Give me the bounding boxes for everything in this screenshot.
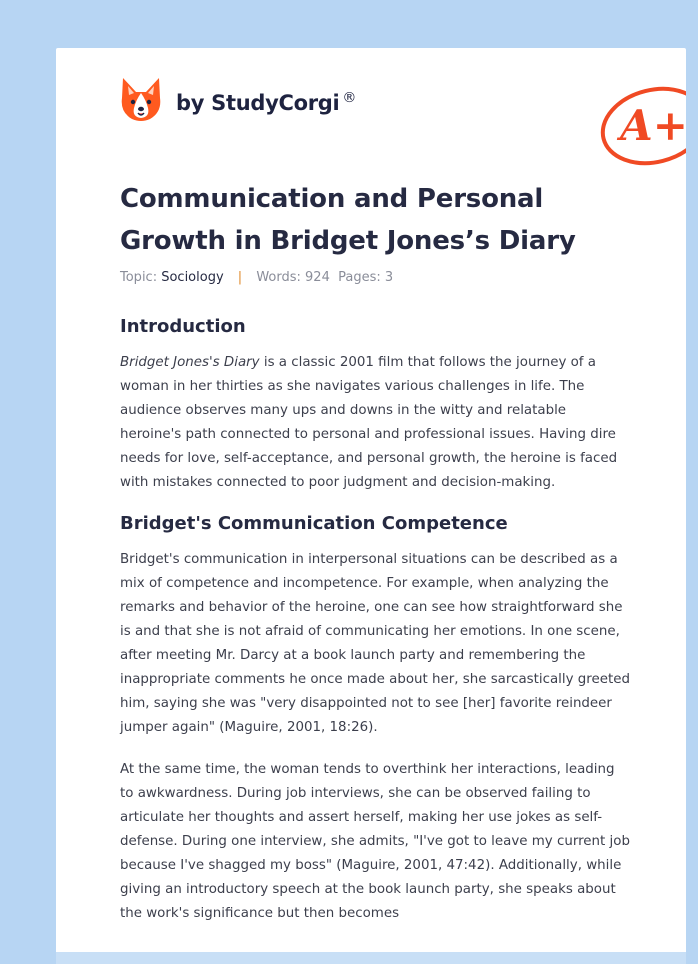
- registered-mark: ®: [342, 90, 357, 106]
- brand-text: by StudyCorgi: [176, 91, 340, 115]
- word-count: Words: 924: [256, 270, 330, 285]
- communication-paragraph-1: Bridget's communication in interpersonal situations can be described as a mix of competence and incompetence. For example, when analyzing the remarks and behavior of the heroine, one can see how straightforward she is and that she is not afraid of communicating her emotions. In one scene, after meeting Mr. Darcy at a book launch party and remembering the inappropriate comments he once made about her, she sarcastically greeted him, saying she was "very disappointed not to see [her] favorite reindeer jumper again" (Maguire, 2001, 18:26).: [120, 552, 630, 735]
- document-page: [56, 48, 686, 952]
- page-count: Pages: 3: [338, 270, 394, 285]
- header: [120, 76, 688, 150]
- article-title: Communication and Personal Growth in Bridget Jones’s Diary: [120, 184, 576, 256]
- meta-separator: |: [237, 270, 243, 285]
- section-heading-communication: Bridget's Communication Competence: [120, 513, 508, 534]
- communication-paragraph-2: At the same time, the woman tends to overthink her interactions, leading to awkwardness. During job interviews, she can be observed failing to articulate her thoughts and assert herself, making her use jokes as self-defense. During one interview, she admits, "I've got to leave my current job because I've shagged my boss" (Maguire, 2001, 47:42). Additionally, while giving an introductory speech at the book launch party, she speaks about the work's significance but then becomes: [120, 762, 630, 921]
- topic-link[interactable]: Sociology: [161, 270, 224, 285]
- article: [120, 178, 630, 926]
- brand-name[interactable]: [176, 90, 356, 115]
- grade-text: A+: [620, 101, 688, 150]
- article-meta: [120, 270, 630, 290]
- film-title: Bridget Jones's Diary: [120, 355, 260, 370]
- corgi-logo-icon[interactable]: [120, 76, 162, 122]
- a-plus-grade-icon: [598, 84, 686, 168]
- introduction-text: is a classic 2001 film that follows the journey of a woman in her thirties as she navigates various challenges in life. The audience observes many ups and downs in the witty and relatable heroine's path connected to personal and professional issues. Having dire needs for love, self-acceptance, and personal growth, the heroine is faced with mistakes connected to poor judgment and decision-making.: [120, 355, 618, 490]
- section-heading-introduction: Introduction: [120, 316, 246, 337]
- introduction-paragraph: [120, 351, 630, 495]
- topic-label: Topic:: [120, 270, 158, 285]
